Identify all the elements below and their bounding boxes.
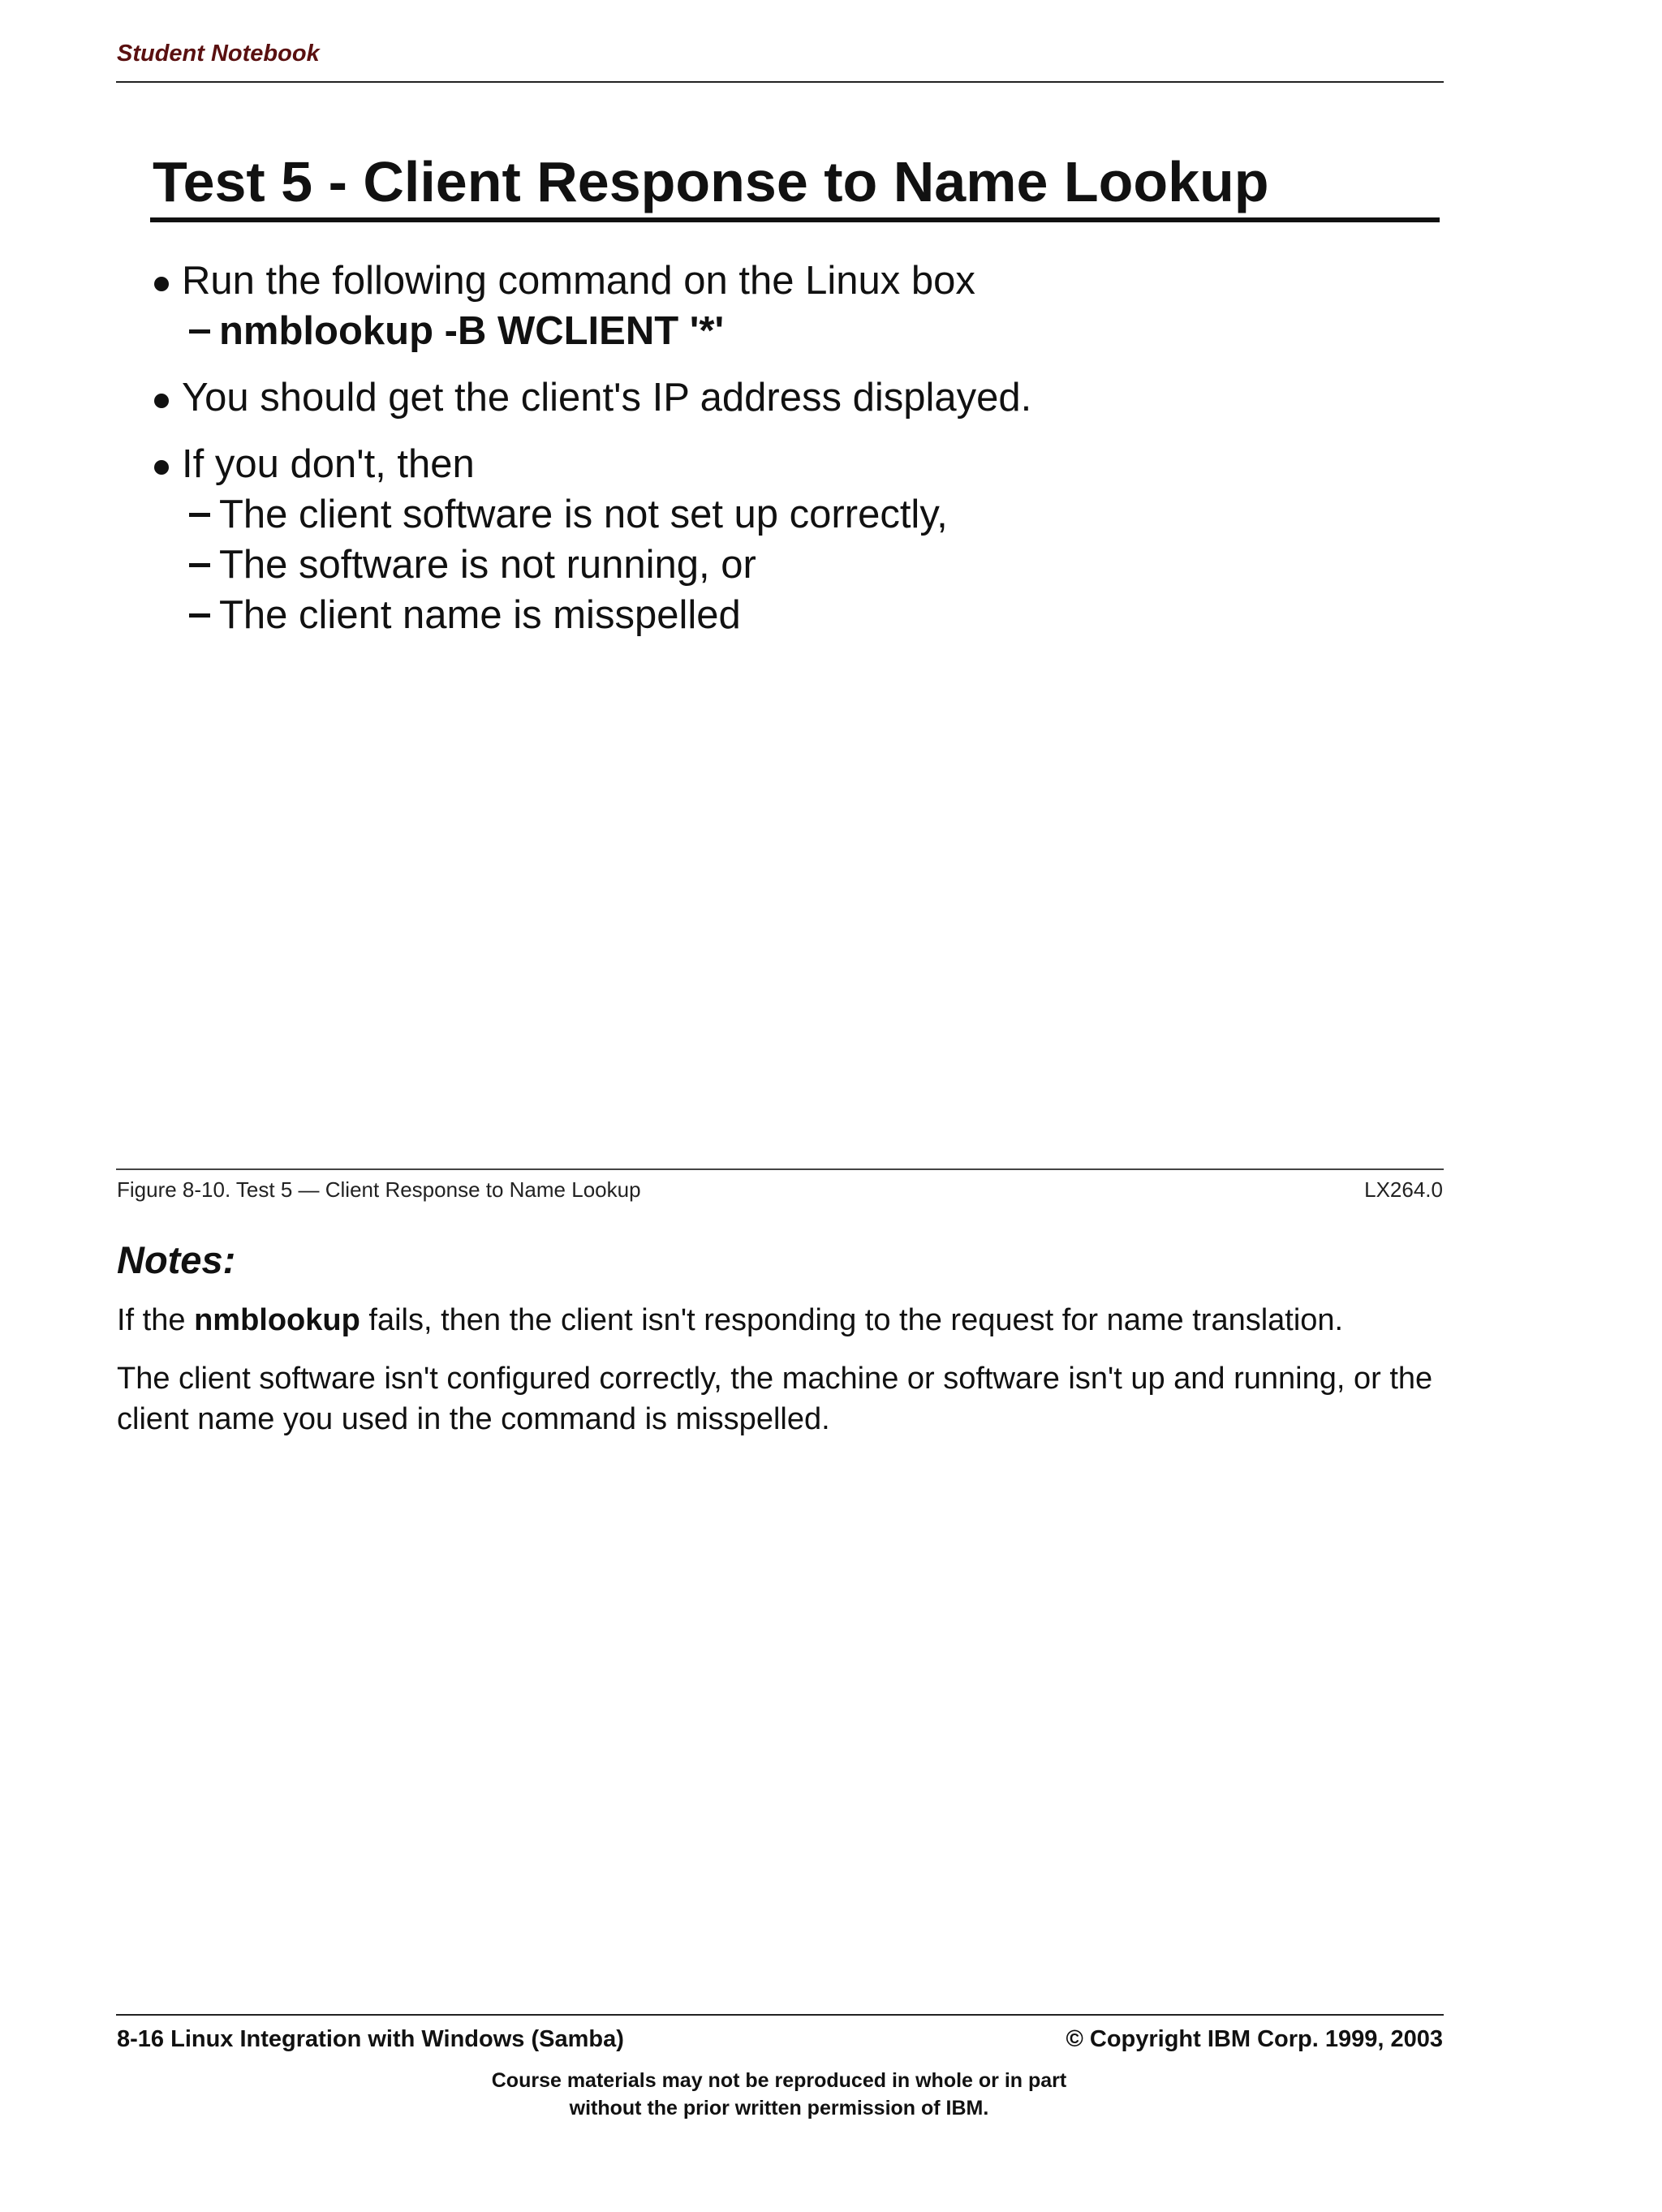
command-text: nmblookup -B WCLIENT '*' (219, 309, 725, 353)
notes-paragraph: The client software isn't configured correctly, the machine or software isn't up and running, or the client name you used in the command is misspelled. (117, 1362, 1433, 1436)
disclaimer-line: Course materials may not be reproduced in whole or in part (491, 2069, 1067, 2092)
header-divider (116, 81, 1444, 83)
sub-item-text: The software is not running, or (219, 543, 756, 587)
slide-title: Test 5 - Client Response to Name Lookup (153, 150, 1269, 213)
sub-item (151, 489, 1417, 540)
bullet-item (151, 439, 1417, 640)
notes-heading: Notes: (117, 1238, 236, 1281)
figure-caption: Figure 8-10. Test 5 — Client Response to Name Lookup (117, 1177, 641, 1202)
footer-divider (116, 2014, 1444, 2016)
notes-command: nmblookup (194, 1303, 360, 1337)
footer-disclaimer (0, 2067, 1558, 2122)
bullet-list (151, 256, 1417, 656)
sub-item (151, 540, 1417, 590)
bullet-dot-icon (154, 277, 169, 291)
notes-body (117, 1300, 1456, 1457)
sub-item-text: The client name is misspelled (219, 593, 741, 637)
dash-icon (189, 513, 210, 517)
title-underline (150, 217, 1440, 222)
dash-icon (189, 563, 210, 567)
bullet-text: You should get the client's IP address displayed. (182, 376, 1032, 420)
footer-page-info: 8-16 Linux Integration with Windows (Samba) (117, 2026, 624, 2052)
bullet-item (151, 372, 1417, 423)
bullet-text: Run the following command on the Linux box (182, 259, 975, 303)
notes-text: fails, then the client isn't responding to the request for name translation. (360, 1303, 1344, 1337)
caption-divider (116, 1168, 1444, 1170)
footer-copyright: © Copyright IBM Corp. 1999, 2003 (1066, 2026, 1443, 2052)
bullet-dot-icon (154, 460, 169, 475)
notes-paragraph (117, 1300, 1456, 1341)
bullet-text: If you don't, then (182, 442, 475, 486)
bullet-item (151, 256, 1417, 356)
command-subitem (151, 306, 1417, 356)
sub-item-text: The client software is not set up correctly, (219, 493, 948, 536)
course-code: LX264.0 (1364, 1177, 1443, 1202)
sub-item (151, 590, 1417, 640)
disclaimer-line: without the prior written permission of IBM. (569, 2097, 989, 2119)
notes-text: If the (117, 1303, 195, 1337)
header-label: Student Notebook (117, 41, 320, 67)
dash-icon (189, 613, 210, 618)
bullet-dot-icon (154, 394, 169, 408)
dash-icon (189, 329, 210, 334)
